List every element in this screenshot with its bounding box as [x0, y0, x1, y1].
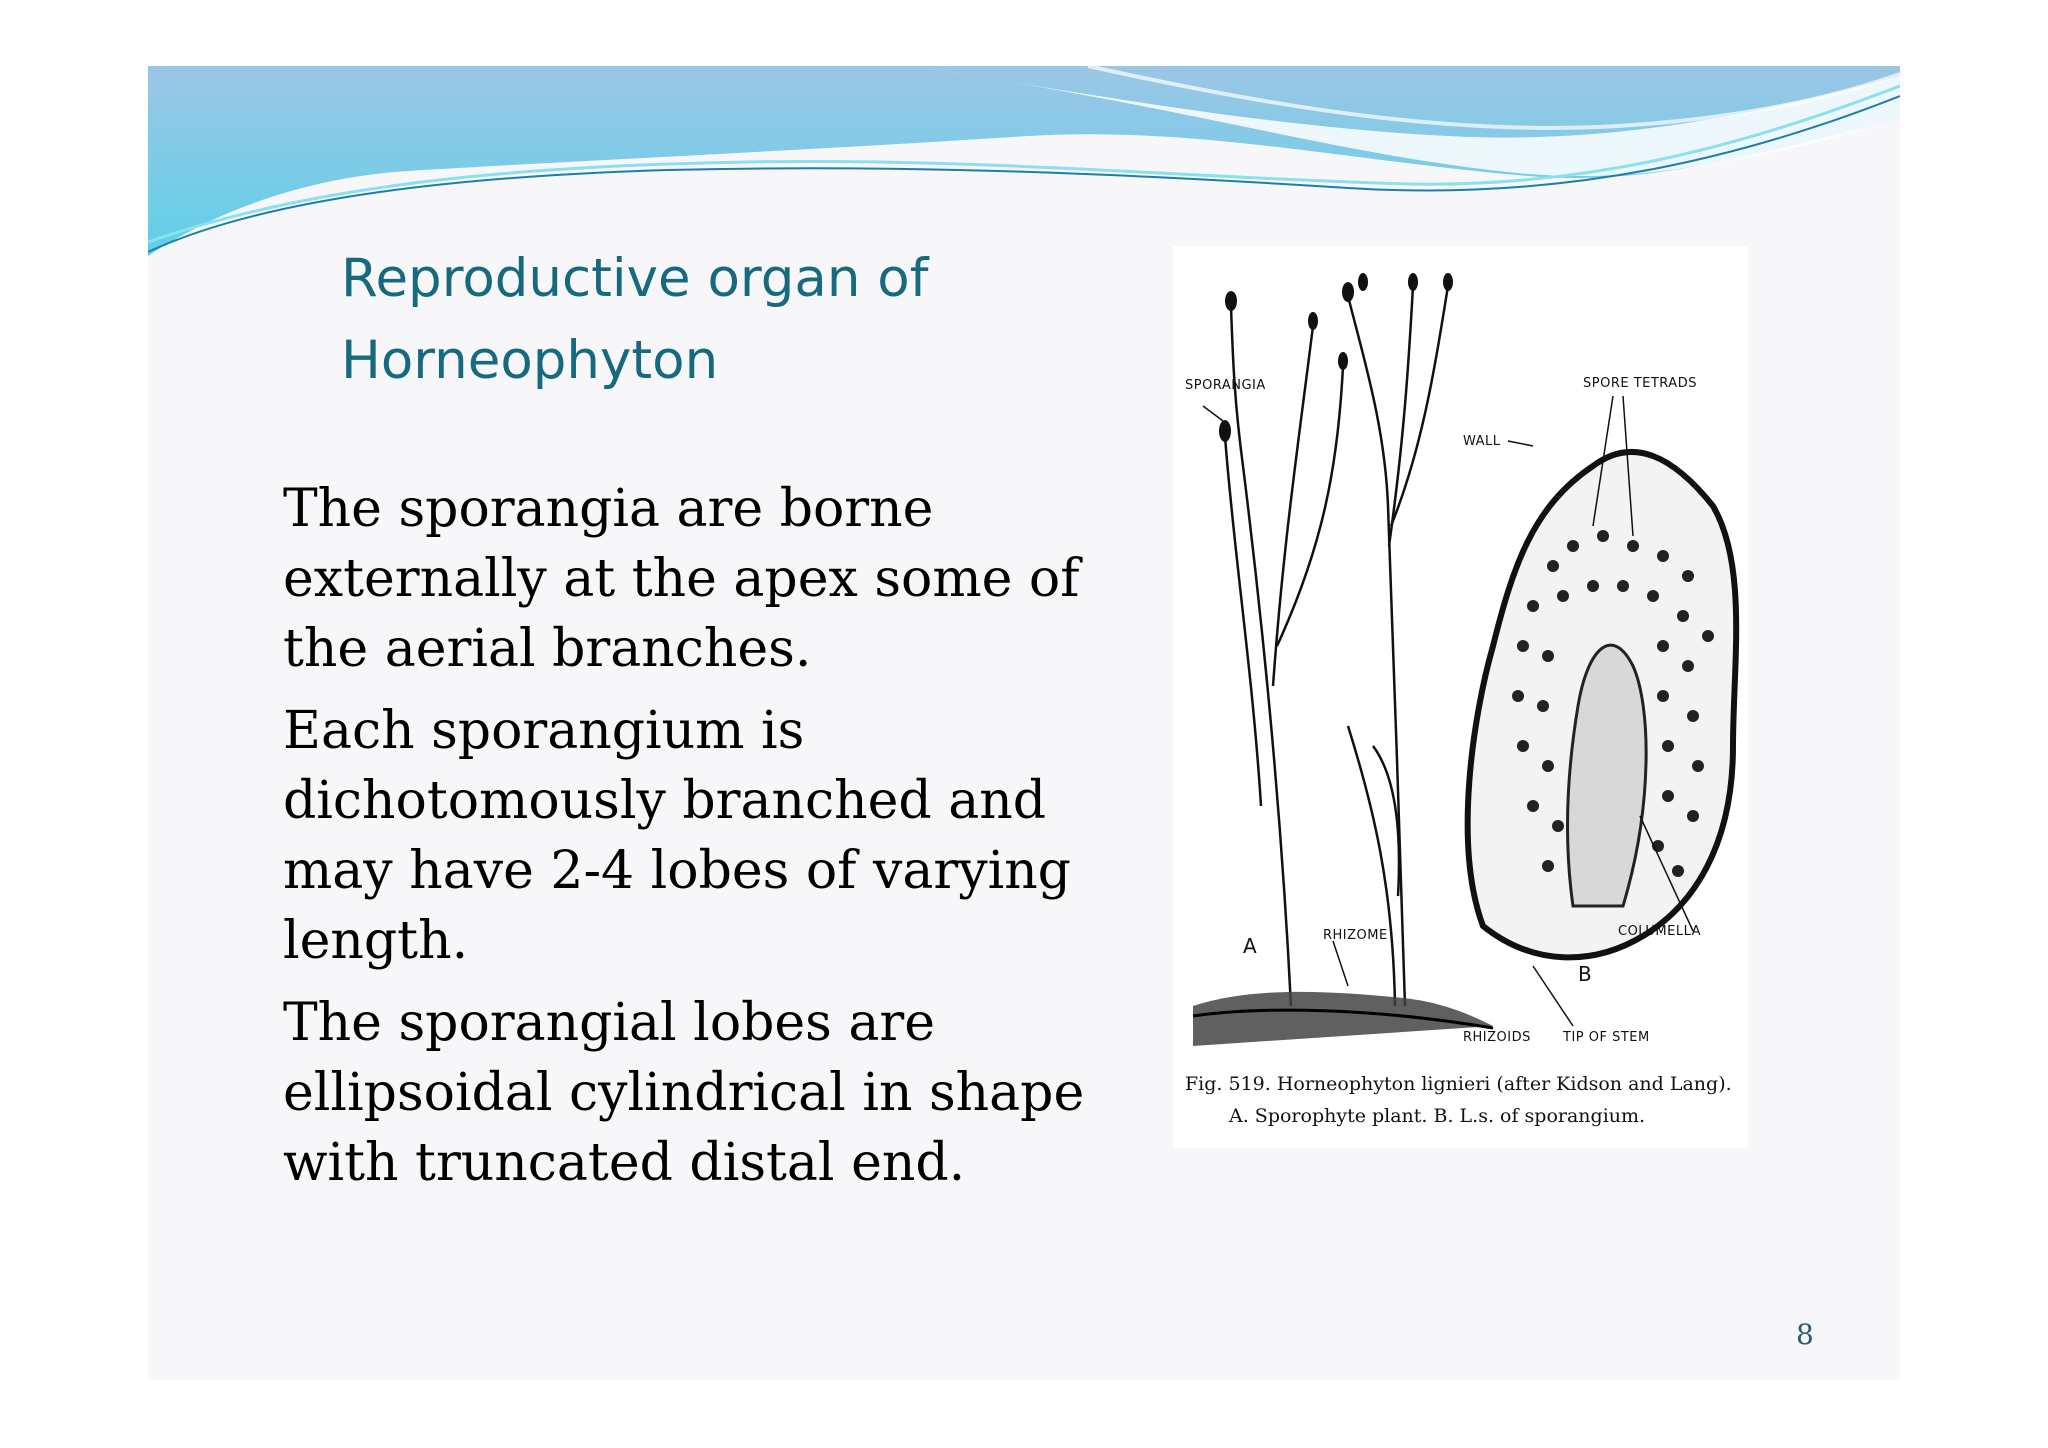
slide-title — [341, 238, 1041, 402]
label-spore-tetrads: SPORE TETRADS — [1583, 376, 1697, 391]
label-wall: WALL — [1463, 434, 1501, 449]
label-a: A — [1243, 934, 1258, 958]
botanical-illustration — [1173, 246, 1748, 1066]
slide — [148, 66, 1900, 1380]
paragraph-2: Each sporangium is dichotomously branched and may have 2-4 lobes of varying length. — [283, 701, 1071, 971]
label-rhizoids: RHIZOIDS — [1463, 1030, 1531, 1045]
horneophyton-figure — [1173, 246, 1748, 1148]
label-rhizome: RHIZOME — [1323, 928, 1388, 943]
paragraph-3: The sporangial lobes are ellipsoidal cylindrical in shape with truncated distal end. — [283, 993, 1085, 1193]
figure-caption — [1185, 1068, 1745, 1132]
caption-line-2: A. Sporophyte plant. B. L.s. of sporangium. — [1229, 1105, 1646, 1127]
title-line-1: Reproductive organ of — [341, 248, 929, 309]
slide-body — [283, 474, 1163, 1210]
label-b: B — [1578, 962, 1593, 986]
label-sporangia: SPORANGIA — [1185, 378, 1266, 393]
label-columella: COLUMELLA — [1618, 924, 1702, 939]
page-number: 8 — [1796, 1318, 1814, 1351]
title-line-2: Horneophyton — [341, 330, 719, 391]
label-tip-of-stem: TIP OF STEM — [1563, 1030, 1650, 1045]
paragraph-1: The sporangia are borne externally at the apex some of the aerial branches. — [283, 479, 1080, 679]
caption-line-1: Fig. 519. Horneophyton lignieri (after Kidson and Lang). — [1185, 1073, 1732, 1095]
